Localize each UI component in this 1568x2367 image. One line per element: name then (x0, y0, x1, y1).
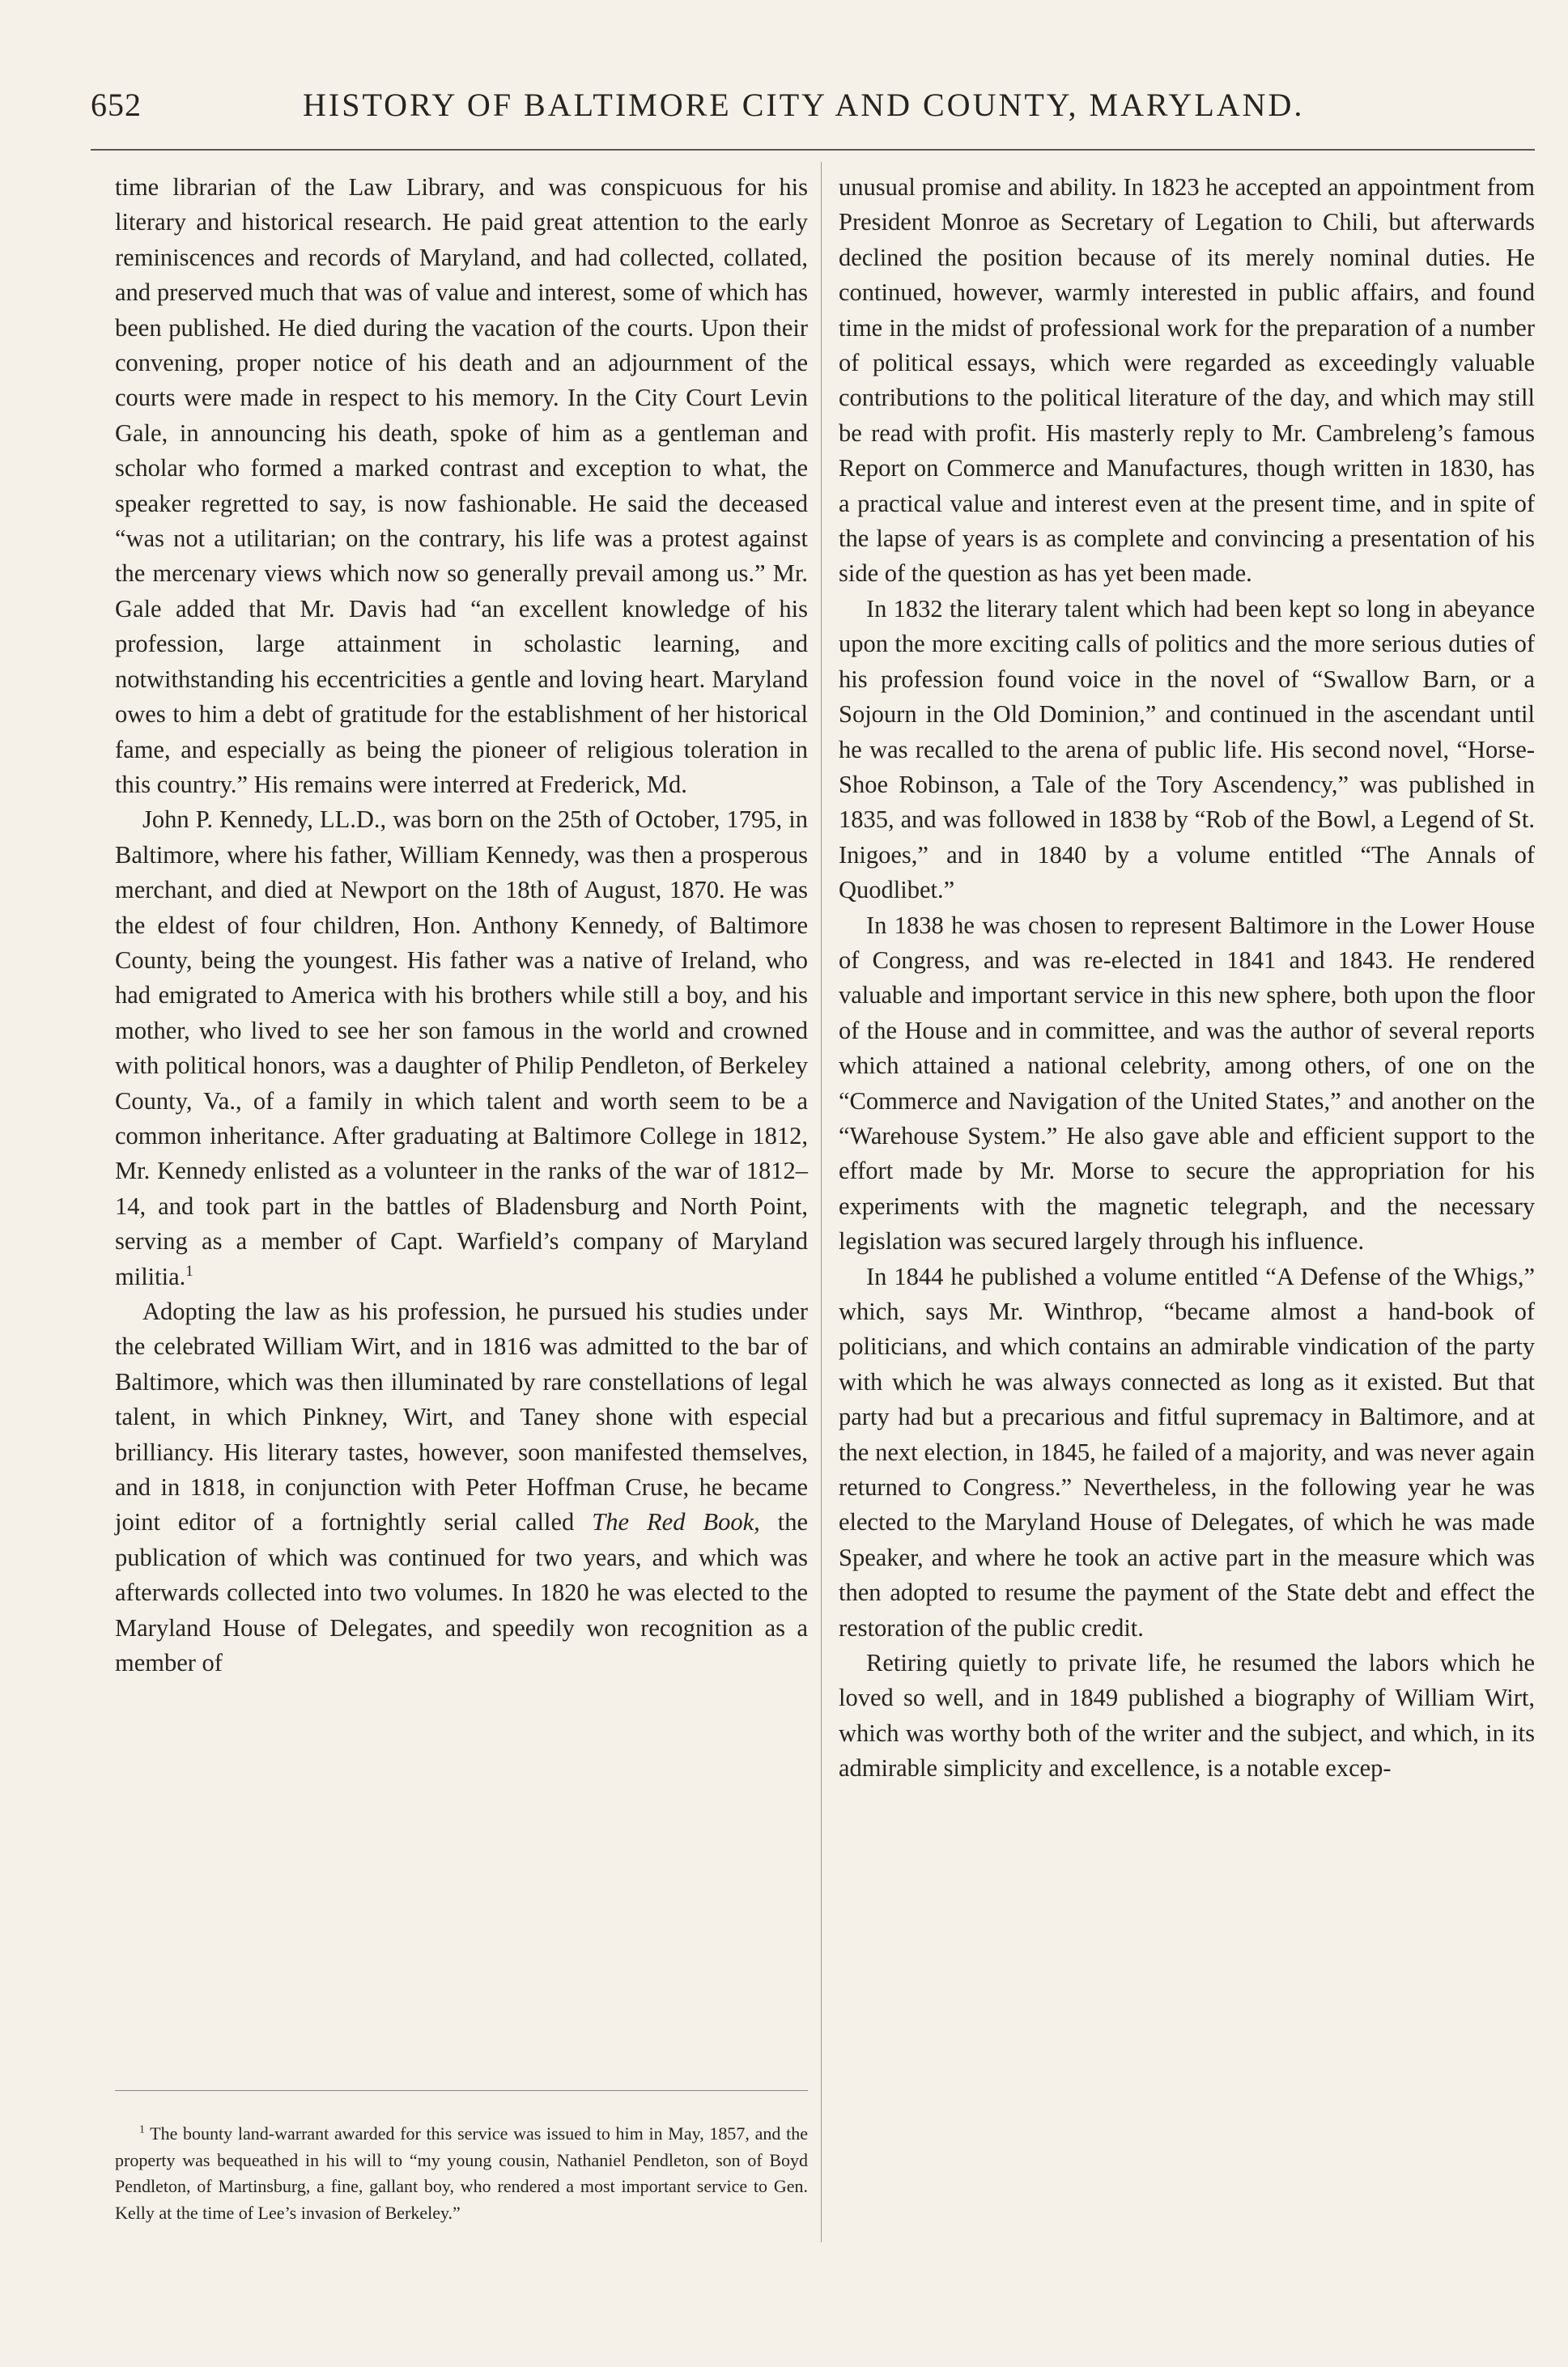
footnote-rule (115, 2090, 808, 2091)
paragraph: In 1838 he was chosen to represent Baltimore in the Lower House of Congress, and was re-elected in 1841 and 1843. He rendered valuable and important service in this new sphere, both upon the floor of the House and in committee, and was the author of several reports which attained a national celebrity, among others, of one on the “Commerce and Navigation of the United States,” and another on the “Warehouse System.” He also gave able and efficient support to the effort made by Mr. Morse to secure the appropriation for his experiments with the magnetic telegraph, and the necessary legislation was secured largely through his influence. (839, 911, 1535, 1256)
paragraph: In 1832 the literary talent which had been kept so long in abeyance upon the more exciting calls of politics and the more serious duties of his profession found voice in the novel of “Swallow Barn, or a Sojourn in the Old Dominion,” and continued in the ascendant until he was recalled to the arena of public life. His second novel, “Horse-Shoe Robinson, a Tale of the Tory Ascendency,” was published in 1835, and was followed in 1838 by “Rob of the Bowl, a Legend of St. Inigoes,” and in 1840 by a volume entitled “The Annals of Quodlibet.” (839, 594, 1535, 904)
page-header (91, 86, 1386, 134)
footnote-text: The bounty land-warrant awarded for this service was issued to him in May, 1857, and the property was bequeathed in his will to “my young cousin, Nathaniel Pendleton, son of Boyd Pendleton, of Martinsburg, a fine, gallant boy, who rendered a most important service to Gen. Kelly at the time of Lee’s invasion of Berkeley.” (115, 2123, 808, 2223)
paragraph: time librarian of the Law Library, and was conspicuous for his literary and historical research. He paid great attention to the early reminiscences and records of Maryland, and had collected, collated, and preserved much that was of value and interest, some of which has been published. He died during the vacation of the courts. Upon their convening, proper notice of his death and an adjournment of the courts were made in respect to his memory. In the City Court Levin Gale, in announcing his death, spoke of him as a gentleman and scholar who formed a marked contrast and exception to what, the speaker regretted to say, is now fashionable. He said the deceased “was not a utilitarian; on the contrary, his life was a protest against the mercenary views which now so generally prevail among us.” Mr. Gale added that Mr. Davis had “an excellent knowledge of his profession, large attainment in scholastic learning, and notwithstanding his eccentricities a gentle and loving heart. Maryland owes to him a debt of gratitude for the establishment of her historical fame, and especially as being the pioneer of religious toleration in this country.” His remains were interred at Frederick, Md. (115, 173, 808, 798)
book-title: The Red Book, (592, 1508, 760, 1536)
header-rule (91, 149, 1535, 151)
footnote-marker: 1 (185, 1262, 193, 1280)
page-number: 652 (91, 87, 142, 123)
footnote-marker: 1 (139, 2123, 145, 2135)
footnote (115, 2121, 808, 2226)
paragraph: In 1844 he published a volume entitled “A Defense of the Whigs,” which, says Mr. Winthrop, “became almost a hand-book of politicians, and which contains an admirable vindication of the party with which he was always connected as long as it existed. But that party had but a precarious and fitful supremacy in Baltimore, and at the next election, in 1845, he failed of a majority, and was never again returned to Congress.” Nevertheless, in the following year he was elected to the Maryland House of Delegates, of which he was made Speaker, and where he took an active part in the measure which was then adopted to resume the payment of the State debt and effect the restoration of the public credit. (839, 1262, 1535, 1642)
right-column (839, 170, 1535, 1787)
paragraph (115, 1294, 808, 1681)
paragraph-text: the publication of which was continued for two years, and which was afterwards collected into two volumes. In 1820 he was elected to the Maryland House of Delegates, and speedily won recognition as a member of (115, 1508, 809, 1677)
paragraph-text: Adopting the law as his profession, he pursued his studies under the celebrated William Wirt, and in 1816 was admitted to the bar of Baltimore, which was then illuminated by rare constellations of legal talent, in which Pinkney, Wirt, and Taney shone with especial brilliancy. His literary tastes, however, soon manifested themselves, and in 1818, in conjunction with Peter Hoffman Cruse, he became joint editor of a fortnightly serial called (115, 1298, 808, 1536)
running-title: HISTORY OF BALTIMORE CITY AND COUNTY, MARYLAND. (303, 87, 1305, 123)
paragraph-text: John P. Kennedy, LL.D., was born on the 25th of October, 1795, in Baltimore, where his father, William Kennedy, was then a prosperous merchant, and died at Newport on the 18th of August, 1870. He was the eldest of four children, Hon. Anthony Kennedy, of Baltimore County, being the youngest. His father was a native of Ireland, who had emigrated to America with his brothers while still a boy, and his mother, who lived to see her son famous in the world and crowned with political honors, was a daughter of Philip Pendleton, of Berkeley County, Va., of a family in which talent and worth seem to be a common inheritance. After graduating at Baltimore College in 1812, Mr. Kennedy enlisted as a volunteer in the ranks of the war of 1812–14, and took part in the battles of Bladensburg and North Point, serving as a member of Capt. Warfield’s company of Maryland militia. (115, 805, 808, 1290)
paragraph (115, 802, 808, 1294)
paragraph: Retiring quietly to private life, he resumed the labors which he loved so well, and in 1849 published a biography of William Wirt, which was worthy both of the writer and the subject, and which, in its admirable simplicity and excellence, is a notable excep- (839, 1649, 1535, 1783)
column-divider (821, 162, 822, 2242)
left-column (115, 170, 808, 1681)
paragraph: unusual promise and ability. In 1823 he accepted an appointment from President Monroe as Secretary of Legation to Chili, but afterwards declined the position because of its merely nominal duties. He continued, however, warmly interested in public affairs, and found time in the midst of professional work for the preparation of a number of political essays, which were regarded as exceedingly valuable contributions to the political literature of the day, and which may still be read with profit. His masterly reply to Mr. Cambreleng’s famous Report on Commerce and Manufactures, though written in 1830, has a practical value and interest even at the present time, and in spite of the lapse of years is as complete and convincing a presentation of his side of the question as has yet been made. (839, 173, 1535, 588)
